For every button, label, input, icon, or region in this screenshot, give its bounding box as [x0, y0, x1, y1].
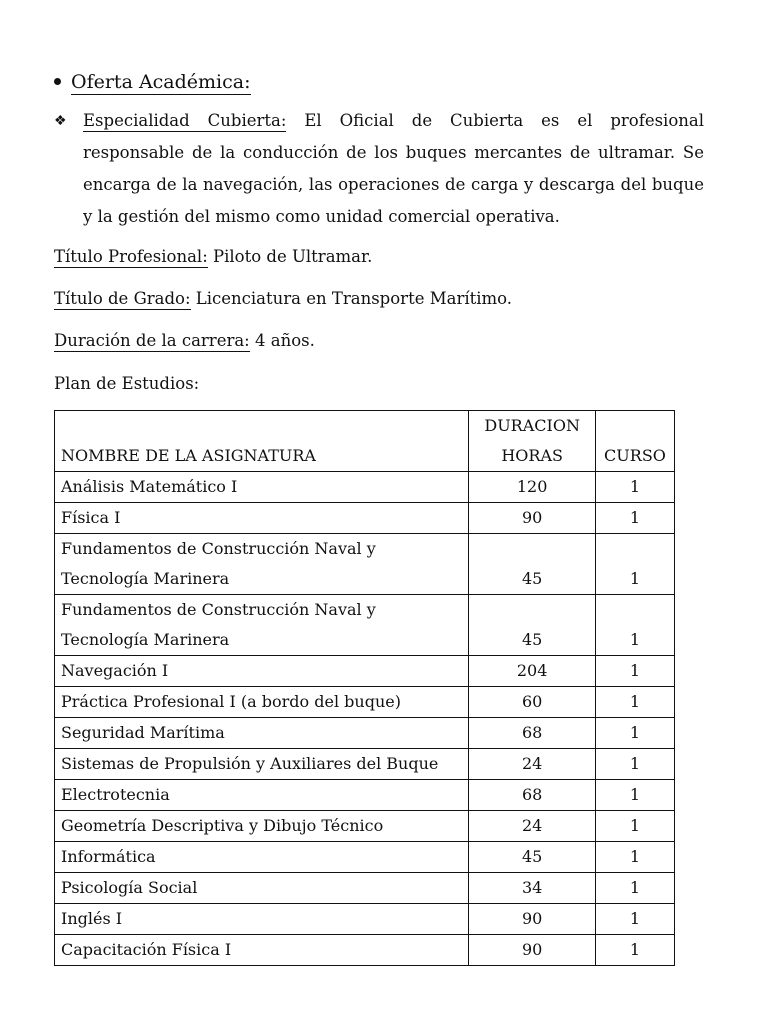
- header-duration: [469, 411, 596, 472]
- subject-name-cell: Inglés I: [55, 904, 469, 935]
- duracion-value: 4 años.: [249, 331, 315, 350]
- course-cell: 1: [595, 472, 674, 503]
- table-row: [55, 904, 675, 935]
- hours-cell: 90: [469, 503, 596, 534]
- course-cell: 1: [595, 595, 674, 656]
- titulo-profesional-label: Título Profesional:: [54, 247, 208, 266]
- table-row: [55, 534, 675, 595]
- table-row: [55, 749, 675, 780]
- hours-cell: 45: [469, 595, 596, 656]
- subject-name-cell: Física I: [55, 503, 469, 534]
- subject-name-cell: Capacitación Física I: [55, 935, 469, 966]
- hours-cell: 24: [469, 811, 596, 842]
- subject-name-cell: Seguridad Marítima: [55, 718, 469, 749]
- table-row: [55, 873, 675, 904]
- course-cell: 1: [595, 656, 674, 687]
- hours-cell: 204: [469, 656, 596, 687]
- speciality-text: [83, 105, 704, 233]
- table-header-row: [55, 411, 675, 472]
- table-body: [55, 472, 675, 966]
- subject-name-cell: Práctica Profesional I (a bordo del buque): [55, 687, 469, 718]
- diamond-bullet-icon: ❖: [54, 113, 67, 129]
- table-row: [55, 656, 675, 687]
- titulo-grado-value: Licenciatura en Transporte Marítimo.: [190, 289, 513, 308]
- subject-name-cell: Fundamentos de Construcción Naval y Tecnología Marinera: [55, 534, 469, 595]
- duracion-line: [54, 329, 315, 353]
- header-duration-line1: DURACION: [484, 416, 580, 435]
- plan-estudios-label: Plan de Estudios:: [54, 374, 200, 393]
- header-duration-line2: HORAS: [501, 446, 563, 465]
- subject-name-cell: Psicología Social: [55, 873, 469, 904]
- speciality-paragraph: [54, 105, 704, 233]
- table-row: [55, 718, 675, 749]
- hours-cell: 68: [469, 780, 596, 811]
- course-cell: 1: [595, 811, 674, 842]
- course-cell: 1: [595, 687, 674, 718]
- course-cell: 1: [595, 503, 674, 534]
- hours-cell: 45: [469, 842, 596, 873]
- hours-cell: 24: [469, 749, 596, 780]
- heading-title: Oferta Académica:: [71, 71, 251, 93]
- duracion-label: Duración de la carrera:: [54, 331, 250, 350]
- table-row: [55, 780, 675, 811]
- hours-cell: 45: [469, 534, 596, 595]
- hours-cell: 68: [469, 718, 596, 749]
- course-cell: 1: [595, 904, 674, 935]
- subject-name-cell: Fundamentos de Construcción Naval y Tecnología Marinera: [55, 595, 469, 656]
- subject-name-cell: Electrotecnia: [55, 780, 469, 811]
- hours-cell: 60: [469, 687, 596, 718]
- hours-cell: 90: [469, 904, 596, 935]
- bullet-dot-icon: [54, 78, 61, 85]
- subject-name-cell: Análisis Matemático I: [55, 472, 469, 503]
- subject-name-cell: Navegación I: [55, 656, 469, 687]
- course-cell: 1: [595, 749, 674, 780]
- titulo-grado-label: Título de Grado:: [54, 289, 191, 308]
- table-row: [55, 503, 675, 534]
- speciality-description: El Oficial de Cubierta es el profesional responsable de la conducción de los buques mercantes de ultramar. Se encarga de la navegación, las operaciones de carga y descarga del buque y la gestión del mismo como unidad comercial operativa.: [83, 111, 705, 226]
- subject-name-cell: Geometría Descriptiva y Dibujo Técnico: [55, 811, 469, 842]
- section-heading: [54, 68, 251, 96]
- course-cell: 1: [595, 873, 674, 904]
- table-row: [55, 687, 675, 718]
- course-cell: 1: [595, 842, 674, 873]
- header-subject-name: NOMBRE DE LA ASIGNATURA: [55, 411, 469, 472]
- hours-cell: 90: [469, 935, 596, 966]
- course-cell: 1: [595, 534, 674, 595]
- course-cell: 1: [595, 780, 674, 811]
- subject-name-cell: Sistemas de Propulsión y Auxiliares del Buque: [55, 749, 469, 780]
- hours-cell: 120: [469, 472, 596, 503]
- hours-cell: 34: [469, 873, 596, 904]
- speciality-label: Especialidad Cubierta:: [83, 111, 287, 130]
- course-cell: 1: [595, 935, 674, 966]
- table-row: [55, 811, 675, 842]
- titulo-profesional-line: [54, 245, 372, 269]
- header-course: CURSO: [595, 411, 674, 472]
- course-cell: 1: [595, 718, 674, 749]
- titulo-profesional-value: Piloto de Ultramar.: [207, 247, 373, 266]
- table-row: [55, 595, 675, 656]
- titulo-grado-line: [54, 287, 512, 311]
- table-row: [55, 935, 675, 966]
- table-row: [55, 842, 675, 873]
- table-row: [55, 472, 675, 503]
- subject-name-cell: Informática: [55, 842, 469, 873]
- study-plan-table: [54, 410, 675, 966]
